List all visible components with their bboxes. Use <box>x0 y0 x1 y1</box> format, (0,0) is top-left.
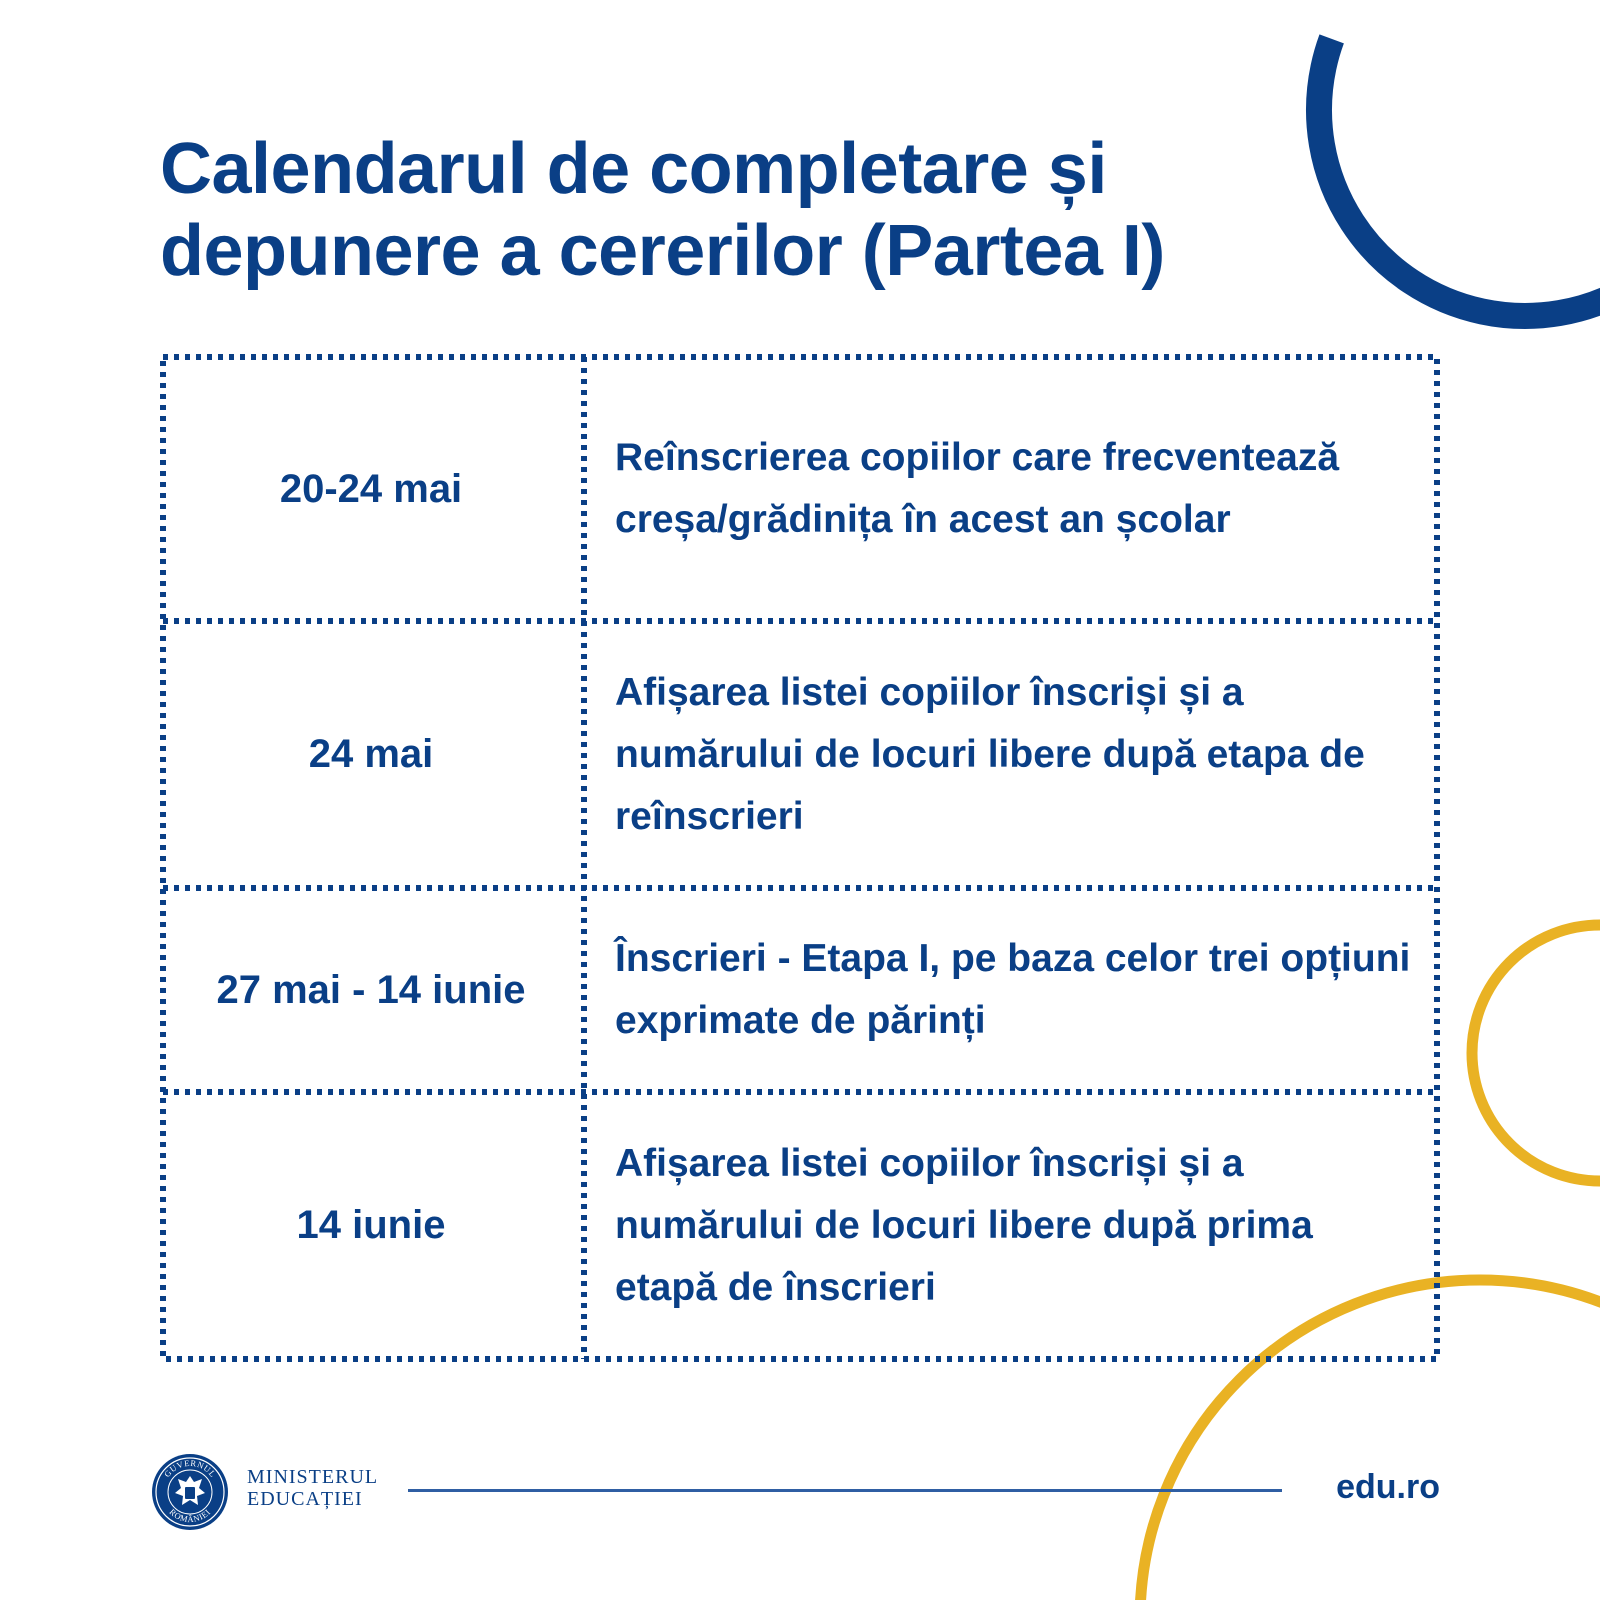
row-description: Afișarea listei copiilor înscriși și a numărului de locuri libere după prima etapă de înscrieri <box>615 1141 1313 1309</box>
table-row <box>160 1095 1440 1356</box>
row-date: 20-24 mai <box>279 466 463 511</box>
row-description: Înscrieri - Etapa I, pe baza celor trei opțiuni exprimate de părinți <box>615 937 1411 1042</box>
ministry-line-2: EDUCAȚIEI <box>247 1488 363 1510</box>
svg-text:ROMÂNIEI: ROMÂNIEI <box>167 1506 213 1525</box>
table-row <box>160 360 1440 618</box>
ministry-name <box>247 1466 378 1510</box>
title-line-2: depunere a cererilor (Partea I) <box>160 211 1165 291</box>
svg-text:GUVERNUL: GUVERNUL <box>161 1457 219 1480</box>
government-seal-icon <box>150 1452 230 1532</box>
website-link[interactable]: edu.ro <box>1336 1468 1440 1506</box>
page-title <box>160 128 1310 292</box>
table-row <box>160 624 1440 885</box>
blue-arc <box>1281 0 1600 354</box>
title-line-1: Calendarul de completare și <box>160 129 1107 209</box>
yellow-ring-small <box>1472 925 1600 1181</box>
table-row <box>160 891 1440 1089</box>
schedule-table <box>160 354 1440 1362</box>
row-date: 27 mai - 14 iunie <box>216 967 526 1012</box>
row-description: Reînscrierea copiilor care frecventează creșa/grădinița în acest an școlar <box>615 436 1340 541</box>
ministry-line-1: MINISTERUL <box>247 1466 379 1488</box>
footer-divider <box>408 1489 1282 1492</box>
row-description: Afișarea listei copiilor înscriși și a numărului de locuri libere după etapa de reînscrieri <box>615 670 1365 838</box>
row-date: 24 mai <box>308 732 434 776</box>
row-date: 14 iunie <box>296 1203 446 1247</box>
